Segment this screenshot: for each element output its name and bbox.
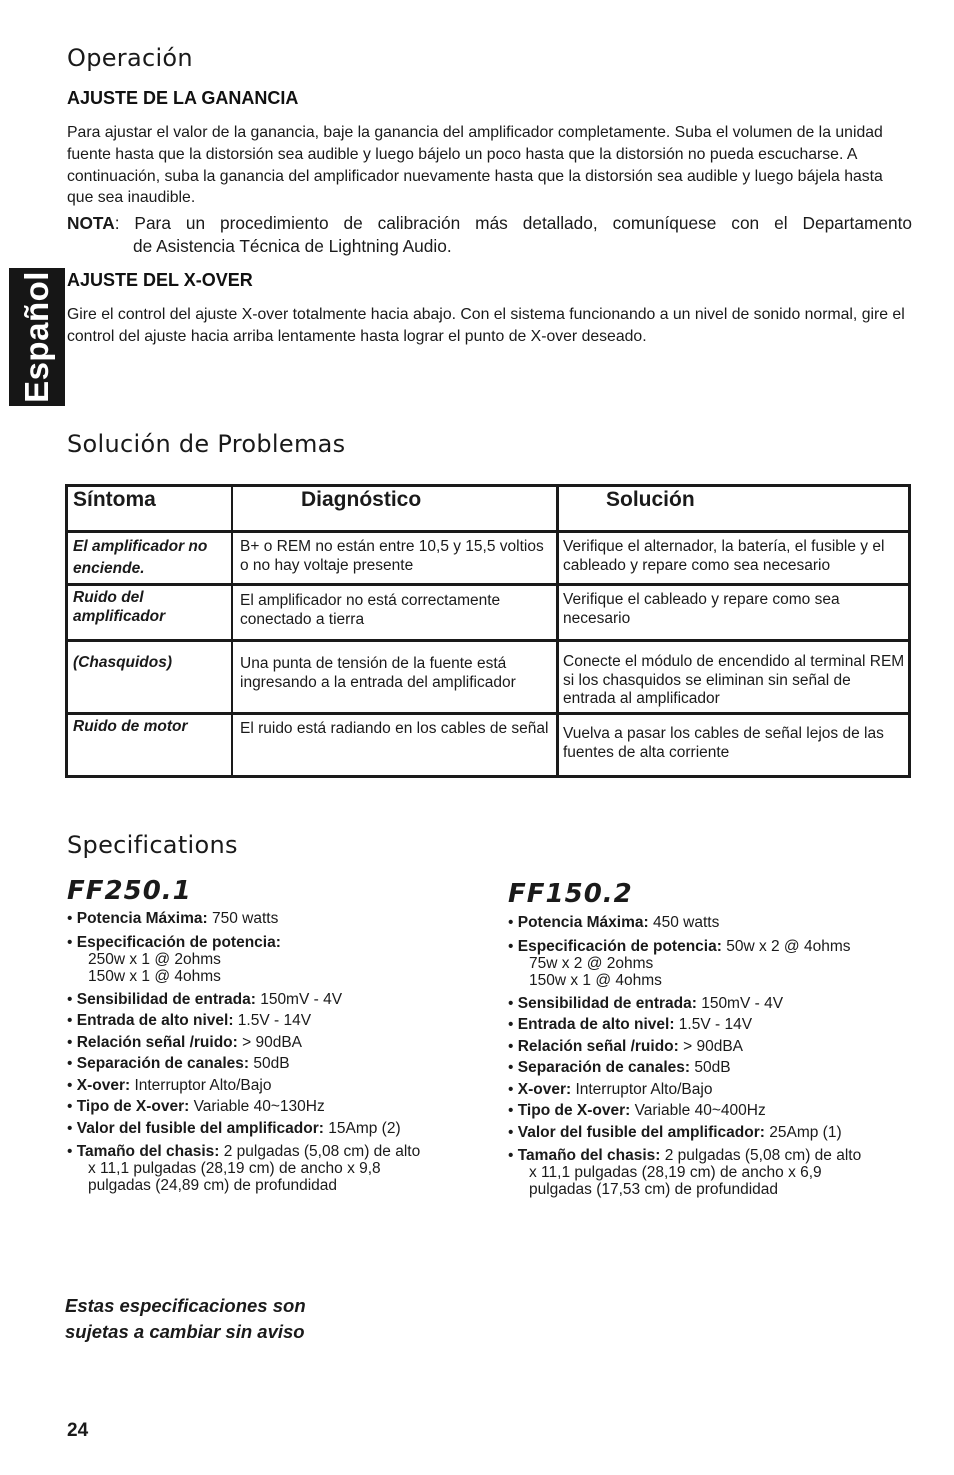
row4-symptom: Ruido de motor: [73, 718, 188, 735]
gain-heading: AJUSTE DE LA GANANCIA: [67, 88, 299, 108]
header-symptom: Síntoma: [73, 488, 156, 511]
spec-item: • Potencia Máxima: 450 watts: [508, 914, 720, 931]
language-tab: [9, 268, 65, 406]
row4-solution: Vuelva a pasar los cables de señal lejos de las fuentes de alta corriente: [563, 725, 884, 761]
table-row-divider: [65, 583, 911, 586]
table-border-left: [65, 484, 68, 778]
table-border-bottom: [65, 775, 911, 778]
note-text-2: de Asistencia Técnica de Lightning Audio.: [133, 236, 452, 256]
spec-item: • X-over: Interruptor Alto/Bajo: [508, 1080, 713, 1098]
operation-title: Operación: [67, 44, 193, 72]
notice-line-1: Estas especificaciones son: [65, 1295, 306, 1316]
header-diagnosis: Diagnóstico: [301, 488, 422, 511]
gain-note: [67, 212, 912, 258]
spec-item: • Entrada de alto nivel: 1.5V - 14V: [508, 1016, 753, 1033]
spec-item: • Separación de canales: 50dB: [508, 1059, 731, 1076]
note-label: NOTA: [67, 213, 115, 233]
spec-item: • Sensibilidad de entrada: 150mV - 4V: [67, 990, 343, 1008]
spec-item: • Tipo de X-over: Variable 40~130Hz: [67, 1098, 325, 1115]
spec-item: • Entrada de alto nivel: 1.5V - 14V: [67, 1012, 312, 1029]
spec-list-ff150: [508, 912, 913, 1198]
row1-solution: Verifique el alternador, la batería, el fusible y el cableado y repare como sea necesario: [563, 538, 885, 574]
specs-notice: [65, 1293, 306, 1345]
spec-item: • Relación señal /ruido: > 90dBA: [67, 1033, 302, 1051]
troubleshooting-table: [65, 484, 911, 778]
spec-item: • Especificación de potencia: 250w x 1 @ 2ohms 150w x 1 @ 4ohms: [67, 933, 281, 985]
gain-note-line1: NOTA: Para un procedimiento de calibración más detallado, comuníquese con el Departamento: [67, 213, 912, 233]
row1-symptom: El amplificador no enciende.: [73, 538, 208, 577]
spec-item: • Relación señal /ruido: > 90dBA: [508, 1037, 743, 1055]
spec-item: • Valor del fusible del amplificador: 25Amp (1): [508, 1123, 842, 1141]
row2-solution: Verifique el cableado y repare como sea necesario: [563, 591, 840, 627]
specifications-title: Specifications: [67, 831, 238, 859]
model-title-ff150: FF150.2: [508, 879, 633, 909]
spec-list-ff250: [67, 908, 477, 1194]
row3-diagnosis: Una punta de tensión de la fuente está ingresando a la entrada del amplificador: [240, 655, 516, 691]
page-number: 24: [67, 1420, 89, 1441]
table-border-top: [65, 484, 911, 487]
row2-symptom: Ruido del amplificador: [73, 589, 166, 625]
spec-item: • Tipo de X-over: Variable 40~400Hz: [508, 1102, 766, 1119]
spec-item: • Separación de canales: 50dB: [67, 1055, 290, 1072]
row1-diagnosis: B+ o REM no están entre 10,5 y 15,5 voltios o no hay voltaje presente: [240, 538, 544, 574]
troubleshooting-title: Solución de Problemas: [67, 430, 346, 458]
spec-item: • Sensibilidad de entrada: 150mV - 4V: [508, 994, 784, 1012]
spec-item: • Tamaño del chasis: 2 pulgadas (5,08 cm) de alto x 11,1 pulgadas (28,19 cm) de ancho x 6,9 pulgadas (17,53 cm) de profundidad: [508, 1147, 862, 1198]
row4-diagnosis: El ruido está radiando en los cables de señal: [240, 720, 549, 737]
model-title-ff250: FF250.1: [67, 876, 192, 906]
table-border-right: [908, 484, 911, 778]
row2-diagnosis: El amplificador no está correctamente conectado a tierra: [240, 592, 501, 628]
table-row-divider: [65, 639, 911, 642]
xover-body: Gire el control del ajuste X-over totalmente hacia abajo. Con el sistema funcionando a un nivel de sonido normal, gire el control del ajuste hacia arriba lentamente hasta lograr el punto de X-over deseado.: [67, 306, 905, 345]
gain-body: Para ajustar el valor de la ganancia, baje la ganancia del amplificador completamente. Suba el volumen de la unidad fuente hasta que la distorsión sea audible y luego bájelo un poco hasta que la distorsión no pueda escucharse. A continuación, suba la ganancia del amplificador nuevamente hasta que la distorsión sea audible y luego bájela hasta que sea inaudible.: [67, 124, 883, 207]
spec-item: • X-over: Interruptor Alto/Bajo: [67, 1076, 272, 1094]
spec-item: • Tamaño del chasis: 2 pulgadas (5,08 cm) de alto x 11,1 pulgadas (28,19 cm) de ancho x 9,8 pulgadas (24,89 cm) de profundidad: [67, 1143, 421, 1194]
language-tab-label: Español: [18, 271, 56, 403]
note-text-1: Para un procedimiento de calibración más detallado, comuníquese con el Departamento: [134, 213, 912, 233]
table-col-divider: [556, 484, 559, 778]
spec-item: • Especificación de potencia: 50w x 2 @ 4ohms 75w x 2 @ 2ohms 150w x 1 @ 4ohms: [508, 937, 851, 989]
row3-solution: Conecte el módulo de encendido al terminal REM si los chasquidos se eliminan sin señal de entrada al amplificador: [563, 653, 905, 707]
spec-item: • Valor del fusible del amplificador: 15Amp (2): [67, 1119, 401, 1137]
spec-item: • Potencia Máxima: 750 watts: [67, 910, 279, 927]
table-header-divider: [65, 530, 911, 533]
row3-symptom: (Chasquidos): [73, 654, 173, 671]
notice-line-2: sujetas a cambiar sin aviso: [65, 1321, 305, 1342]
header-solution: Solución: [606, 488, 695, 511]
table-row-divider: [65, 712, 911, 715]
table-col-divider: [231, 484, 233, 778]
xover-heading: AJUSTE DEL X-OVER: [67, 270, 253, 290]
